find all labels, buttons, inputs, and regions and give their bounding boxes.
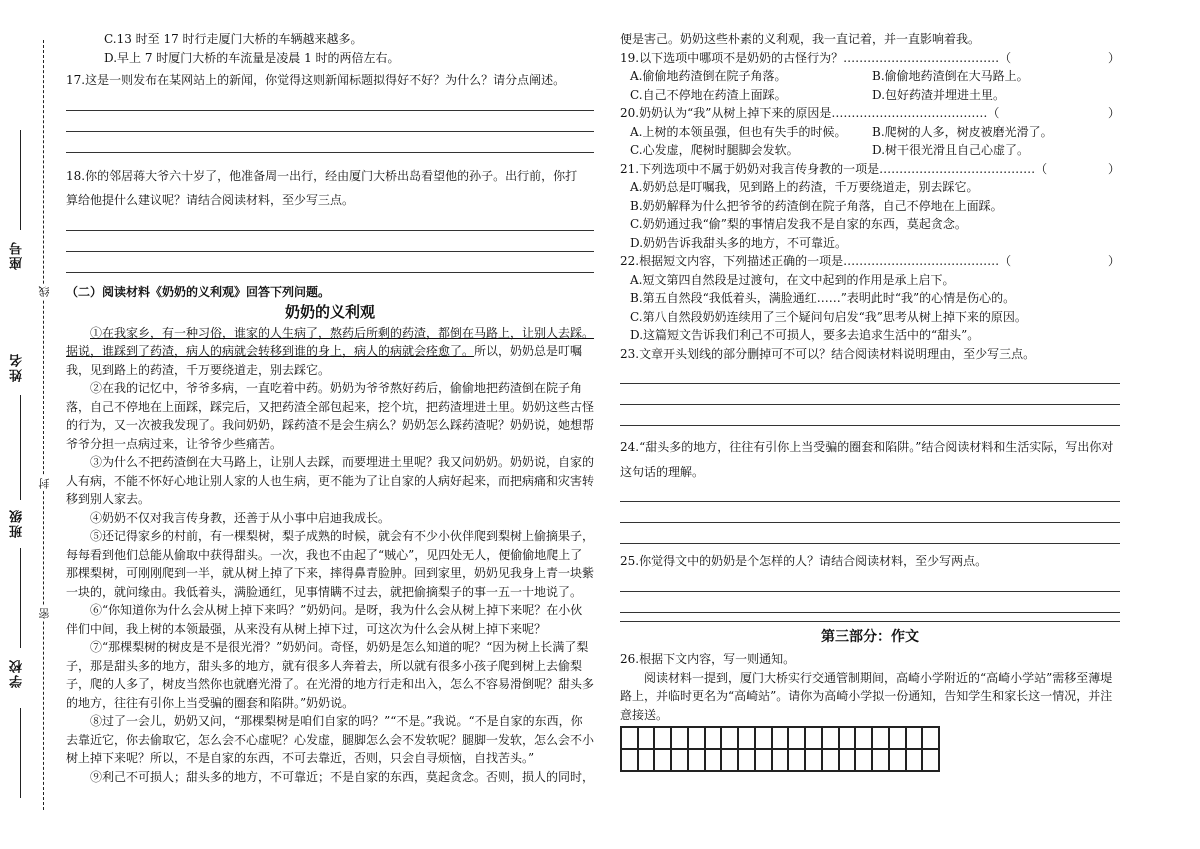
q19-option-a[interactable]: A.偷偷地药渣倒在院子角落。: [630, 69, 787, 83]
question-22: [620, 252, 1120, 271]
q19-option-b[interactable]: B.偷偷地药渣倒在大马路上。: [872, 69, 1029, 83]
question-18-line1: 18.你的邻居蒋大爷六十岁了，他准备周一出行，经由厦门大桥出岛看望他的孙子。出行前，你打: [66, 168, 578, 183]
gutter-label-name: 姓名: [10, 352, 25, 382]
grid-cell[interactable]: [755, 749, 772, 771]
answer-line[interactable]: [66, 231, 594, 252]
q22-option-d[interactable]: D.这篇短文告诉我们利己不可损人，要多去追求生活中的“甜头”。: [630, 328, 980, 342]
binding-gutter: [0, 0, 62, 849]
paragraph-3: ③为什么不把药渣倒在大马路上，让别人去踩，而要埋进土里呢？我又问奶奶。奶奶说，自家的人有病，不能不怀好心地让别人家的人也生病，更不能为了让自家的人病好起来，而把病痛和灾害转移到别人家去。: [66, 455, 595, 506]
right-column: [620, 30, 1120, 772]
grid-cell[interactable]: [855, 727, 872, 749]
question-19: [620, 49, 1120, 68]
option-d: D.早上 7 时厦门大桥的车流量是凌晨 1 时的两倍左右。: [104, 50, 400, 65]
class-write-line[interactable]: [20, 548, 21, 648]
grid-cell[interactable]: [638, 727, 655, 749]
paragraph-8: ⑧过了一会儿，奶奶又问，“那棵梨树是咱们自家的吗？”“不是。”我说。“不是自家的东西，你去靠近它，你去偷取它，怎么会不心虚呢？心发虚，腿脚怎么会不发软呢？腿脚一发软，怎么会不小树上掉下来呢？所以，不是自家的东西，不可去靠近，否则，只会自寻烦恼，自找苦头。”: [66, 714, 595, 765]
q22-option-c[interactable]: C.第八自然段奶奶连续用了三个疑问句启发“我”思考从树上掉下来的原因。: [630, 309, 1027, 324]
grid-cell[interactable]: [621, 727, 638, 749]
grid-cell[interactable]: [688, 749, 705, 771]
paragraph-2: ②在我的记忆中，爷爷多病，一直吃着中药。奶奶为爷爷熬好药后，偷偷地把药渣倒在院子角落，自己不停地在上面踩，踩完后，又把药渣全部包起来，挖个坑，把药渣埋进土里。奶奶这些古怪的行为，又一次被我发现了。我问奶奶，踩药渣不是会生病么？奶奶怎么踩药渣呢？奶奶说，她想帮爷爷分担一点病过来，让爷爷少些痛苦。: [66, 381, 595, 451]
q19-options-row2: [620, 86, 1120, 105]
answer-line[interactable]: [66, 210, 594, 231]
section-2-heading: （二）阅读材料《奶奶的义利观》回答下列问题。: [66, 284, 331, 299]
answer-line[interactable]: [620, 592, 1120, 613]
grid-cell[interactable]: [889, 749, 906, 771]
section-divider: [620, 621, 1120, 622]
answer-line[interactable]: [66, 132, 594, 153]
q20-options-row1: [620, 123, 1120, 142]
grid-cell[interactable]: [906, 749, 923, 771]
answer-line[interactable]: [66, 111, 594, 132]
q19-options-row1: [620, 67, 1120, 86]
option-c: C.13 时至 17 时行走厦门大桥的车辆越来越多。: [104, 32, 363, 46]
question-17: 17.这是一则发布在某网站上的新闻，你觉得这则新闻标题拟得好不好？为什么？请分点阐述。: [66, 73, 566, 87]
grid-cell[interactable]: [839, 727, 856, 749]
grid-cell[interactable]: [621, 749, 638, 771]
answer-dots: …………………………………（: [831, 106, 1000, 120]
answer-dots: …………………………………（: [843, 254, 1012, 268]
paragraph-4: ④奶奶不仅对我言传身教，还善于从小事中启迪我成长。: [90, 510, 391, 525]
question-26: 26.根据下文内容，写一则通知。: [620, 652, 796, 666]
gutter-label-class: 班级: [10, 508, 25, 538]
question-21-text: 21.下列选项中不属于奶奶对我言传身教的一项是: [620, 161, 880, 176]
answer-bracket[interactable]: ）: [1107, 161, 1120, 176]
writing-grid[interactable]: [620, 726, 940, 772]
answer-line[interactable]: [620, 363, 1120, 384]
q21-option-b[interactable]: B.奶奶解释为什么把爷爷的药渣倒在院子角落，自己不停地在上面踩。: [630, 198, 1003, 213]
underlined-passage-2: 据说，谁踩到了药渣，病人的病就会转移到谁的身上，病人的病就会痊愈了。: [66, 344, 475, 358]
question-24-line1: 24.“甜头多的地方，往往有引你上当受骗的圈套和陷阱。”结合阅读材料和生活实际，写出你对: [620, 440, 1114, 454]
grid-cell[interactable]: [638, 749, 655, 771]
paragraph-7: ⑦“那棵梨树的树皮是不是很光滑？”奶奶问。奇怪，奶奶是怎么知道的呢？“因为树上长满了梨子，那是甜头多的地方，甜头多的地方，就有很多人奔着去，所以就有很多小孩子爬到树上去偷梨子，爬的人多了，树皮当然你也就磨光滑了。在光滑的地方行走和出入，怎么不容易滑倒呢？甜头多的地方，往往有引你上当受骗的圈套和陷阱。”奶奶说。: [66, 640, 595, 710]
grid-cell[interactable]: [855, 749, 872, 771]
question-22-text: 22.根据短文内容，下列描述正确的一项是: [620, 254, 844, 268]
q20-options-row2: [620, 141, 1120, 160]
article-title: 奶奶的义利观: [284, 303, 375, 321]
grid-cell[interactable]: [788, 749, 805, 771]
answer-line[interactable]: [620, 571, 1120, 592]
grid-cell[interactable]: [688, 727, 705, 749]
q20-option-c[interactable]: C.心发虚，爬树时腿脚会发软。: [630, 143, 799, 157]
answer-line[interactable]: [620, 384, 1120, 405]
question-20-text: 20.奶奶认为“我”从树上掉下来的原因是: [620, 106, 832, 120]
grid-cell[interactable]: [671, 727, 688, 749]
answer-dots: …………………………………（: [879, 161, 1048, 176]
grid-cell[interactable]: [772, 749, 789, 771]
paragraph-9: ⑨利己不可损人；甜头多的地方，不可靠近；不是自家的东西，莫起贪念。否则，损人的同时，: [90, 769, 595, 784]
q19-option-c[interactable]: C.自己不停地在药渣上面踩。: [630, 87, 787, 102]
seal-xian: 线: [38, 286, 51, 297]
underlined-passage: ①在我家乡，有一种习俗，谁家的人生病了，熬药后所剩的药渣，都倒在马路上，让别人去踩。: [90, 325, 595, 340]
grid-cell[interactable]: [738, 727, 755, 749]
grid-cell[interactable]: [721, 727, 738, 749]
seal-mi: 密: [38, 608, 51, 619]
grid-cell[interactable]: [805, 727, 822, 749]
name-write-line[interactable]: [20, 395, 21, 500]
answer-line[interactable]: [620, 502, 1120, 523]
grid-cell[interactable]: [922, 749, 939, 771]
part-3-heading: 第三部分：作文: [821, 628, 919, 645]
q20-option-b[interactable]: B.爬树的人多，树皮被磨光滑了。: [872, 124, 1053, 139]
question-25: 25.你觉得文中的奶奶是个怎样的人？请结合阅读材料，至少写两点。: [620, 554, 988, 568]
answer-bracket[interactable]: ）: [1107, 106, 1120, 120]
answer-line[interactable]: [66, 252, 594, 273]
grid-cell[interactable]: [654, 727, 671, 749]
grid-cell[interactable]: [705, 727, 722, 749]
answer-bracket[interactable]: ）: [1107, 50, 1120, 65]
paragraph-5: ⑤还记得家乡的村前，有一棵梨树，梨子成熟的时候，就会有不少小伙伴爬到梨树上偷摘果子，每每看到他们总能从偷取中获得甜头。一次，我也不由起了“贼心”，见四处无人，便偷偷地爬上了那棵梨树，可刚刚爬到一半，就从树上掉了下来，摔得鼻青脸肿。回到家里，奶奶见我身上青一块紫一块的，就问缘由。我低着头，满脸通红，见事情瞒不过去，就把偷摘梨子的事一五一十地说了。: [66, 529, 595, 599]
seat-write-line[interactable]: [20, 130, 21, 230]
q21-option-c[interactable]: C.奶奶通过我“偷”梨的事情启发我不是自家的东西，莫起贪念。: [630, 217, 967, 231]
answer-line[interactable]: [620, 523, 1120, 544]
q22-option-b[interactable]: B.第五自然段“我低着头，满脸通红……”表明此时“我”的心情是伤心的。: [630, 291, 1016, 305]
left-column: [66, 30, 594, 786]
question-26-prompt: 阅读材料一提到，厦门大桥实行交通管制期间，高崎小学附近的“高崎小学站”需移至薄堤路上，并临时更名为“高崎站”。请你为高崎小学拟一份通知，告知学生和家长这一情况，并注意接送。: [620, 670, 1113, 722]
grid-cell[interactable]: [772, 727, 789, 749]
question-20: [620, 104, 1120, 123]
question-21: [620, 160, 1120, 179]
paragraph-1: [66, 324, 594, 380]
gutter-label-seat: 座号: [10, 240, 25, 270]
question-23: 23.文章开头划线的部分删掉可不可以？结合阅读材料说明理由，至少写三点。: [620, 346, 1036, 361]
q22-option-a[interactable]: A.短文第四自然段是过渡句，在文中起到的作用是承上启下。: [630, 272, 955, 287]
grid-cell[interactable]: [654, 749, 671, 771]
question-18-line2: 算给他提什么建议呢？请结合阅读材料，至少写三点。: [66, 193, 355, 207]
paragraph-9-end: 便是害己。奶奶这些朴素的义利观，我一直记着，并一直影响着我。: [620, 32, 981, 46]
grid-cell[interactable]: [839, 749, 856, 771]
school-write-line[interactable]: [20, 708, 21, 798]
grid-cell[interactable]: [755, 727, 772, 749]
grid-cell[interactable]: [872, 749, 889, 771]
paragraph-1-end: 所以，奶奶总是叮嘱我，见到路上的药渣，千万要绕道走，别去踩它。: [66, 344, 583, 377]
grid-cell[interactable]: [721, 749, 738, 771]
question-24-line2: 这句话的理解。: [620, 464, 705, 479]
paragraph-6: ⑥“你知道你为什么会从树上掉下来吗？”奶奶问。是呀，我为什么会从树上掉下来呢？在小伙伴们中间，我上树的本领最强，从来没有从树上掉下过，可这次为什么会从树上掉下来呢？: [66, 603, 583, 636]
grid-cell[interactable]: [805, 749, 822, 771]
grid-cell[interactable]: [889, 727, 906, 749]
grid-cell[interactable]: [872, 727, 889, 749]
answer-line[interactable]: [66, 90, 594, 111]
grid-cell[interactable]: [738, 749, 755, 771]
answer-dots: …………………………………（: [843, 50, 1012, 65]
grid-cell[interactable]: [906, 727, 923, 749]
grid-cell[interactable]: [922, 727, 939, 749]
gutter-label-school: 学校: [10, 658, 25, 688]
seal-feng: 封: [38, 478, 51, 489]
grid-cell[interactable]: [822, 727, 839, 749]
grid-cell[interactable]: [671, 749, 688, 771]
grid-cell[interactable]: [822, 749, 839, 771]
q20-option-d[interactable]: D.树干很光滑且自己心虚了。: [872, 143, 1030, 157]
q19-option-d[interactable]: D.包好药渣并埋进土里。: [872, 87, 1006, 102]
answer-line[interactable]: [620, 481, 1120, 502]
q21-option-a[interactable]: A.奶奶总是叮嘱我，见到路上的药渣，千万要绕道走，别去踩它。: [630, 180, 979, 194]
answer-line[interactable]: [620, 405, 1120, 426]
q21-option-d[interactable]: D.奶奶告诉我甜头多的地方，不可靠近。: [630, 235, 848, 250]
answer-bracket[interactable]: ）: [1107, 254, 1120, 268]
grid-cell[interactable]: [705, 749, 722, 771]
grid-cell[interactable]: [788, 727, 805, 749]
seal-dashed-line: [43, 40, 44, 810]
q20-option-a[interactable]: A.上树的本领虽强，但也有失手的时候。: [630, 124, 847, 139]
question-19-text: 19.以下选项中哪项不是奶奶的古怪行为？: [620, 50, 844, 65]
